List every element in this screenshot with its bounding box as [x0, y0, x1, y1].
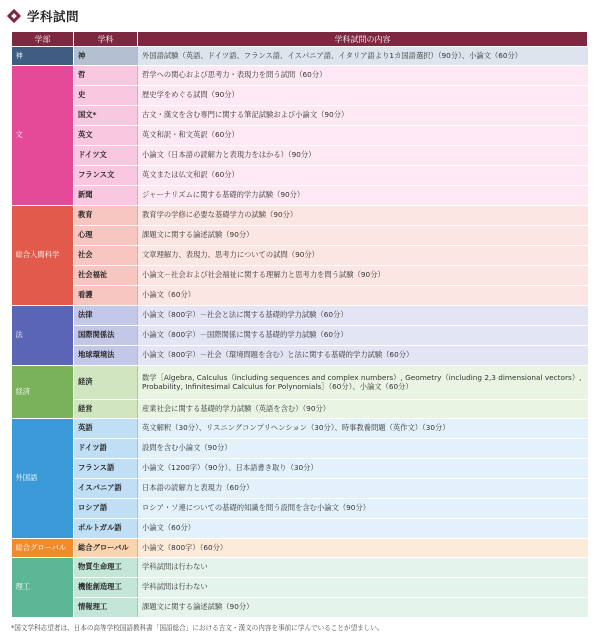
department-name: 英語: [74, 419, 138, 439]
department-name: 情報理工: [74, 598, 138, 618]
exam-content: [138, 366, 588, 400]
department-name: ロシア語: [74, 499, 138, 519]
department-name: 物質生命理工: [74, 558, 138, 578]
exam-content: 小論文－社会および社会福祉に関する理解力と思考力を問う試験（90分）: [138, 266, 588, 286]
exam-content: 英文和訳・和文英訳（60分）: [138, 126, 588, 146]
table-row: [12, 126, 588, 146]
header-content: 学科試問の内容: [138, 32, 588, 47]
table-header-row: [12, 32, 588, 47]
faculty-name: 総合人間科学: [12, 206, 74, 306]
department-name: 国際関係法: [74, 326, 138, 346]
exam-content: 小論文（800字）－国際関係に関する基礎的学力試験（60分）: [138, 326, 588, 346]
table-row: [12, 306, 588, 326]
department-name: 哲: [74, 66, 138, 86]
faculty-group-keizai: [12, 366, 588, 419]
exam-content: 哲学への関心および思考力・表現力を問う試問（60分）: [138, 66, 588, 86]
header-faculty: 学部: [12, 32, 74, 47]
exam-content: 英文解釈（30分）、リスニングコンプリヘンション（30分）、時事教養問題（英作文）（30分）: [138, 419, 588, 439]
table-row: [12, 519, 588, 539]
exam-content: 小論文（60分）: [138, 286, 588, 306]
faculty-group-shin: [12, 47, 588, 66]
table-row: [12, 346, 588, 366]
faculty-group-bun: [12, 66, 588, 206]
department-name: ドイツ語: [74, 439, 138, 459]
department-name: 看護: [74, 286, 138, 306]
table-row: [12, 47, 588, 66]
table-row: [12, 439, 588, 459]
department-name: 神: [74, 47, 138, 66]
exam-content: 課題文に関する論述試験（90分）: [138, 226, 588, 246]
department-name: イスパニア語: [74, 479, 138, 499]
exam-content-lead: 数学: [142, 372, 157, 382]
exam-content: 学科試問は行わない: [138, 578, 588, 598]
exam-content: 産業社会に関する基礎的学力試験（英語を含む）（90分）: [138, 400, 588, 419]
footnote: *国文学科志望者は、日本の高等学校国語教科書「国語総合」における古文・漢文の内容を事前に学んでいることが望ましい。: [11, 624, 384, 632]
exam-content: 小論文（800字）（60分）: [138, 539, 588, 558]
faculty-group-gaikokugo: [12, 419, 588, 539]
department-name: 心理: [74, 226, 138, 246]
table-row: [12, 419, 588, 439]
table-row: [12, 86, 588, 106]
table-row: [12, 146, 588, 166]
exam-content: 歴史学をめぐる試問（90分）: [138, 86, 588, 106]
table-row: [12, 286, 588, 306]
faculty-name: 経済: [12, 366, 74, 419]
exam-content: 小論文（60分）: [138, 519, 588, 539]
exam-content: 日本語の読解力と表現力（60分）: [138, 479, 588, 499]
table-row: [12, 400, 588, 419]
exam-content: 教育学の学修に必要な基礎学力の試験（90分）: [138, 206, 588, 226]
exam-content: 小論文（800字）－社会と法に関する基礎的学力試験（60分）: [138, 306, 588, 326]
faculty-group-hou: [12, 306, 588, 366]
department-name: 地球環境法: [74, 346, 138, 366]
table-row: [12, 166, 588, 186]
department-name: 経済: [74, 366, 138, 400]
department-name: 社会: [74, 246, 138, 266]
diamond-icon: [6, 8, 22, 24]
department-name: 総合グローバル: [74, 539, 138, 558]
faculty-name: 理工: [12, 558, 74, 618]
exam-content-detail: Probability, Infinitesimal Calculus for Polynomials］: [142, 381, 329, 391]
table-row: [12, 66, 588, 86]
exam-content: 小論文（日本語の読解力と表現力をはかる）（90分）: [138, 146, 588, 166]
faculty-name: 総合グローバル: [12, 539, 74, 558]
faculty-name: 外国語: [12, 419, 74, 539]
table-row: [12, 366, 588, 400]
table-row: [12, 106, 588, 126]
table-row: [12, 186, 588, 206]
faculty-group-sougou-global: [12, 539, 588, 558]
exam-content: 課題文に関する論述試験（90分）: [138, 598, 588, 618]
faculty-group-sougou-ningen: [12, 206, 588, 306]
exam-content-detail: ［Algebra, Calculus（including sequences and complex numbers）, Geometry（including 2,3 dimensional vectors）,: [156, 372, 582, 382]
exam-content: 外国語試験（英語、ドイツ語、フランス語、イスパニア語、イタリア語より1カ国語選択）（90分）、小論文（60分）: [138, 47, 588, 66]
exam-content: ロシア・ソ連についての基礎的知識を問う設問を含む小論文（90分）: [138, 499, 588, 519]
department-name: 社会福祉: [74, 266, 138, 286]
exam-content: 小論文（800字）－社会（環境問題を含む）と法に関する基礎的学力試験（60分）: [138, 346, 588, 366]
exam-table: [11, 31, 588, 618]
department-name: 法律: [74, 306, 138, 326]
faculty-name: 文: [12, 66, 74, 206]
table-row: [12, 499, 588, 519]
exam-content: ジャーナリズムに関する基礎的学力試験（90分）: [138, 186, 588, 206]
header-department: 学科: [74, 32, 138, 47]
department-name: 史: [74, 86, 138, 106]
faculty-group-rikou: [12, 558, 588, 618]
table-row: [12, 598, 588, 618]
department-name: フランス文: [74, 166, 138, 186]
table-row: [12, 326, 588, 346]
faculty-name: 神: [12, 47, 74, 66]
faculty-name: 法: [12, 306, 74, 366]
department-name: 経営: [74, 400, 138, 419]
exam-content: 英文または仏文和訳（60分）: [138, 166, 588, 186]
table-row: [12, 246, 588, 266]
exam-content-tail: （60分）、小論文（60分）: [328, 381, 413, 391]
table-row: [12, 578, 588, 598]
department-name: フランス語: [74, 459, 138, 479]
table-row: [12, 226, 588, 246]
department-name: ドイツ文: [74, 146, 138, 166]
table-row: [12, 206, 588, 226]
department-name: 新聞: [74, 186, 138, 206]
table-row: [12, 558, 588, 578]
exam-content: 学科試問は行わない: [138, 558, 588, 578]
table-row: [12, 459, 588, 479]
department-name: 機能創造理工: [74, 578, 138, 598]
exam-content: 小論文（1200字）（90分）、日本語書き取り（30分）: [138, 459, 588, 479]
page-title: 学科試問: [27, 9, 80, 24]
exam-content: 古文・漢文を含む専門に関する筆記試験および小論文（90分）: [138, 106, 588, 126]
table-row: [12, 266, 588, 286]
exam-content: 文章理解力、表現力、思考力についての試問（90分）: [138, 246, 588, 266]
department-name: 教育: [74, 206, 138, 226]
section-title-bar: [6, 5, 79, 27]
table-row: [12, 479, 588, 499]
department-name: 国文*: [74, 106, 138, 126]
department-name: ポルトガル語: [74, 519, 138, 539]
table-row: [12, 539, 588, 558]
department-name: 英文: [74, 126, 138, 146]
exam-content: 設問を含む小論文（90分）: [138, 439, 588, 459]
